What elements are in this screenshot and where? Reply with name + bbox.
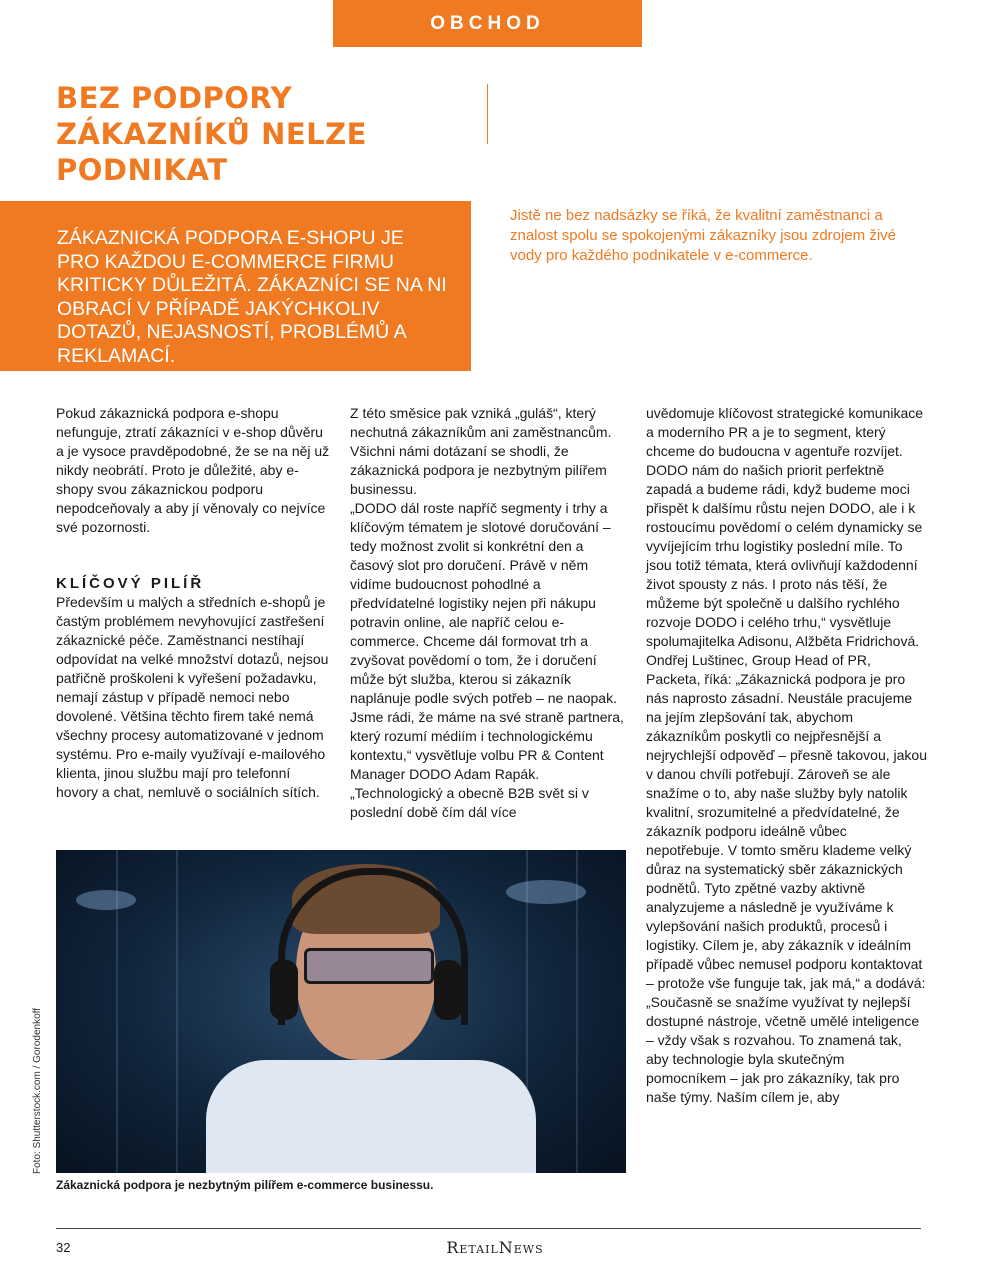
column-2-paragraph-2: „DODO dál roste napříč segmenty i trhy a klíčovým tématem je slotové doručování – tedy možnost zvolit si konkrétní den a časový slot pro doručení. Právě v něm vidíme budoucnost pohodlné a předvídatelné logistiky nejen při nákupu potravin online, ale napříč celou e-commerce. Chceme dál formovat trh a zvyšovat povědomí o tom, že i doručení může být služba, kterou si zákazník naplánuje podle svých potřeb – ne naopak. Jsme rádi, že máme na své straně partnera, který rozumí médiím i technologickému kontextu,“ vysvětluje volbu PR & Content Manager DODO Adam Rapák. „Technologický a obecně B2B svět si v poslední době čím dál více — [350, 500, 624, 820]
intro-text: Jistě ne bez nadsázky se říká, že kvalitní zaměstnanci a znalost spolu se spokojenými zákazníky jsou zdrojem živé vody pro každého podnikatele v e-commerce. — [510, 207, 897, 264]
photo-light — [506, 880, 586, 904]
photo-caption: Zákaznická podpora je nezbytným pilířem e-commerce businessu. — [56, 1178, 434, 1192]
section-subheading: KLÍČOVÝ PILÍŘ — [56, 575, 205, 592]
section-tab: OBCHOD — [333, 0, 642, 47]
column-3-paragraph: uvědomuje klíčovost strategické komunikace a moderního PR a je to segment, který chceme do budoucna v agentuře rozvíjet. DODO nám do našich priorit perfektně zapadá a budeme rádi, když budeme moci přispět k dalšímu růstu nejen DODO, ale i k rostoucímu povědomí o celém dynamicky se vyvíjejícím trhu logistiky poslední míle. To jsou totiž témata, která ovlivňují každodenní život spousty z nás. I proto nás těší, že můžeme být společně u dalšího rychlého rozvoje DODO i celého trhu,“ vysvětluje spolumajitelka Adisonu, Alžběta Fridrichová. — [646, 405, 924, 649]
page-number: 32 — [56, 1240, 71, 1255]
lead-text: ZÁKAZNICKÁ PODPORA E-SHOPU JE PRO KAŽDOU E-COMMERCE FIRMU KRITICKY DŮLEŽITÁ. ZÁKAZNÍCI SE NA NI OBRACÍ V PŘÍPADĚ JAKÝCHKOLIV DOTAZŮ, NEJASNOSTÍ, PROBLÉMŮ A REKLAMACÍ. — [57, 227, 447, 367]
column-3-paragraph-2: Ondřej Luštinec, Group Head of PR, Packeta, říká: „Zákaznická podpora je pro nás naprosto zásadní. Neustále pracujeme na jejím zlepšování tak, abychom zákazníkům poskytli co nejpřesnější a nejrychlejší odpověď – přesně takovou, jakou v danou chvíli potřebují. Zároveň se ale snažíme o to, aby naše služby byly natolik kvalitní, srozumitelné a předvídatelné, že zákazník podporu ideálně vůbec nepotřebuje. V tomto směru klademe velký důraz na systematický sběr zákaznických podnětů. Tyto zpětné vazby aktivně analyzujeme a následně je využíváme k vylepšování našich produktů, procesů i logistiky. Cílem je, aby zákazník v ideálním případě vůbec nemusel podporu kontaktovat – protože vše funguje tak, jak má,“ a dodává: „Současně se snažíme využívat ty nejlepší dostupné nástroje, včetně umělé inteligence – vždy však s rozvahou. To znamená tak, aby technologie byla skutečným pomocníkem – jak pro zákazníky, tak pro naše týmy. Naším cílem je, aby — [646, 652, 927, 1105]
article-headline: BEZ PODPORY ZÁKAZNÍKŮ NELZE PODNIKAT — [56, 81, 367, 187]
column-2-paragraph: Z této směsice pak vzniká „guláš“, který nechutná zákazníkům ani zaměstnancům. Všichni námi dotázaní se shodli, že zákaznická podpora je nezbytným pilířem businessu. — [350, 405, 612, 497]
headset-ear-cup — [434, 960, 462, 1020]
publication-logo: RetailNews — [446, 1238, 544, 1257]
column-3 — [646, 404, 928, 1107]
person-shirt — [206, 1060, 536, 1173]
photo-credit: Foto: Shutterstock.com / Gorodenkoff — [32, 1007, 43, 1174]
headset-ear-cup — [270, 960, 298, 1020]
lead-box — [0, 201, 471, 371]
column-1-paragraph-2: Především u malých a středních e-shopů je častým problémem nevyhovující zastřešení zákaznické péče. Zaměstnanci nestíhají odpovídat na velké množství dotazů, nejsou patřičně proškoleni k vyřešení požadavku, nemají zástup v případě nemoci nebo dovolené. Většina těchto firem také nemá všechny procesy automatizované v jednom systému. Pro e-maily využívají e-mailového klienta, jinou službu mají pro telefonní hovory a chat, nemluvě o sociálních sítích. — [56, 594, 329, 800]
column-2 — [350, 404, 628, 822]
photo-bg-element — [176, 850, 178, 1173]
photo-light — [76, 890, 136, 910]
headline-divider — [487, 84, 488, 144]
article-photo — [56, 850, 626, 1173]
footer-divider — [56, 1228, 921, 1229]
column-1 — [56, 404, 334, 802]
column-1-paragraph: Pokud zákaznická podpora e-shopu nefunguje, ztratí zákazníci v e-shop důvěru a je vysoce pravděpodobné, že se na něj už nikdy neobrátí. Proto je důležité, aby e-shopy svou zákaznickou podporu nepodceňovaly a aby jí věnovaly co nejvíce své pozornosti. — [56, 405, 330, 535]
